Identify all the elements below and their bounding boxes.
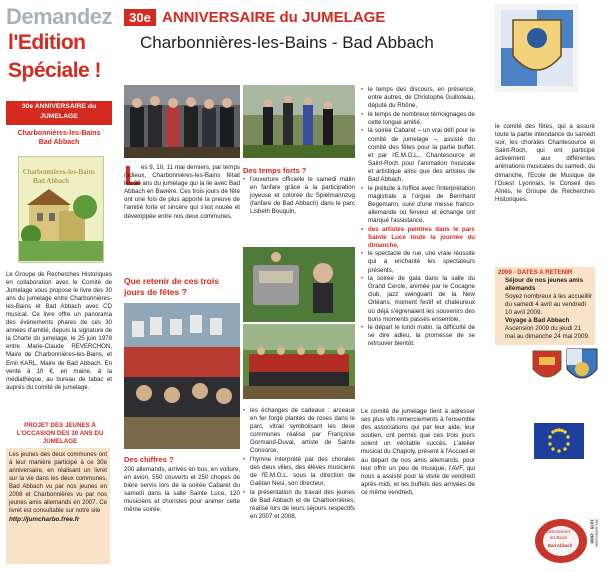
col3-bullet: • le départ le lundi matin, la difficulté de se dire adieu, la promesse de se retrouver bientôt. <box>361 324 475 348</box>
dates-item2-title: Voyage à Bad Abbach <box>505 317 570 324</box>
col2-bullet: • la présentation du travail des jeunes de Bad Abbach et de Charbonnières, réalisé lors de leurs séjours respectifs en 2007 et 2008, <box>243 489 355 521</box>
masthead-line1: Demandez <box>6 4 113 29</box>
sidebar-cities <box>6 129 112 147</box>
charbonnieres-shield-icon <box>531 349 563 385</box>
question-heading: Que retenir de ces trois jours de fêtes ? <box>124 276 219 297</box>
temps-text-block <box>243 176 355 217</box>
col3-bullet: • le temps des discours, en présence, entre autres, de Christophe Guilloteau, député du Rhône, <box>361 86 475 110</box>
booklet-title2: Bad Abbach <box>33 176 69 185</box>
col3-bullet: • la soirée Cabaret – un vrai défi pour le comité de jumelage –, assisté du comité des fêtes pour la partie buffet, et par l'E.M.O.L., Chantesource et Saint-Roch pour l'animation musicale et artistique ainsi que des artistes de Bad Abbach, <box>361 127 475 184</box>
masthead-line2: l'Edition <box>8 31 86 54</box>
sidebar-cities-line1: Charbonnières-les-Bains <box>17 130 101 137</box>
eu-flag-icon <box>534 423 584 459</box>
project-box <box>6 448 110 564</box>
photo-parade <box>124 303 240 449</box>
col3-bullets <box>361 86 475 349</box>
project-text: Les jeunes des deux communes ont à leur manière participé à ce 30e anniversaire, en réalisant un livret sur la vie dans les deux communes, Bad Abbach vu par nos jeunes en 2008 et Charbonnières vu par nos jeunes amis allemands en 2007. Ce livret est consultable sur notre site <box>9 452 107 515</box>
dates-box <box>495 267 595 345</box>
logo-text3: Bad Abbach <box>548 543 573 548</box>
col3-bullet: • le spectacle de rue, une vraie réussite qui a enchanté les spectateurs présents, <box>361 250 475 274</box>
chiffres-text: 200 allemands, arrivés en bus, en voiture, en avion, 550 couverts et 250 chopes de bière servis lors de la soirée Cabaret du samedi dans la salle Sainte Luce, 120 musiciens et choristes pour animer cette même soirée. <box>124 466 240 514</box>
project-title: PROJET DES JEUNES À L'OCCASION DES 30 ANS DU JUMELAGE <box>16 422 104 445</box>
sidebar-banner-line2: JUMELAGE <box>40 113 78 120</box>
chiffres-heading: Des chiffres ? <box>124 455 174 464</box>
project-url[interactable]: http://jumcharbo.free.fr <box>9 516 80 524</box>
photo-plaque <box>243 247 355 322</box>
col3-bullet-highlight: • des artistes peintres dans le parc Sainte Luce toute la journée du dimanche, <box>361 226 475 250</box>
col3-bullet: • le temps de nombreux témoignages de cette longue amitié, <box>361 111 475 127</box>
masthead <box>6 4 114 92</box>
col1-intro <box>124 160 240 221</box>
temps-heading: Des temps forts ? <box>243 166 307 175</box>
logo-anniv: 30e anniversaire <box>594 519 599 548</box>
photo-officials <box>124 85 240 158</box>
masthead-line3: Spéciale ! <box>8 59 102 82</box>
col2-bullet: • l'hymne interprété par des chorales des deux villes, des élèves musiciens de l'E.M.O.L. sous la direction de Gaëtan Nesi, son directeur, <box>243 456 355 488</box>
header-subtitle: Charbonnières-les-Bains - Bad Abbach <box>140 33 434 52</box>
booklet-title1: Charbonnières-les-Bains <box>23 167 96 176</box>
dates-item1-title: Séjour de nos jeunes amis allemands <box>505 277 584 292</box>
booklet-cover <box>18 156 104 263</box>
dropcap: L <box>124 160 142 191</box>
header-title: ANNIVERSAIRE du JUMELAGE <box>162 9 386 26</box>
col3-bullet: • la soirée de gala dans la salle du Grand Cercle, animée par le Cocagne club, jazz swinguant de la New Orléans, moment festif et chaleureux où déjà s'égrenaient les souvenirs des bons moments passés ensemble, <box>361 275 475 324</box>
dates-item2-text: Ascension 2009 du jeudi 21 mai au dimanche 24 mai 2009. <box>505 325 590 340</box>
photo-band <box>243 324 355 399</box>
col1-intro-text: es 9, 10, 11 mai derniers, par temps radieux, Charbonnières-les-Bains fêtait les 30 ans du jumelage qui la lie avec Bad Abbach en Bavière. Ces trois jours de fête ont une fois de plus apporté la preuve de l'amitié forte et sincère qui s'est nouée et développée entre nos deux communes. <box>124 164 240 220</box>
photo-ceremony <box>243 85 355 158</box>
logo-text2: les Bains <box>550 535 567 540</box>
temps-text: • l'ouverture officielle le samedi matin en fanfare grâce à la participation joyeuse et colorée du Spielmannzug (fanfare de Bad Abbach) dans le parc Lisbeth Bouquin, <box>243 176 355 216</box>
sidebar-intro <box>6 271 112 395</box>
col3-bullet: • le prélude à l'office avec l'interprétation magistrale à l'orgue de Bernhard Begemann, suivi d'une messe franco-allemande où ferveur et échange ont marqué l'assistance, <box>361 185 475 225</box>
col4-text: le comité des fêtes, qui a assuré toute la partie intendance du samedi soir, les chorales Chantesource et Saint-Roch, qui ont participé activement aux différentes animations musicales du samedi, du dimanche, l'Ecole de Musique de l'Ouest Lyonnais, le Conseil des Aînés, le Groupe de Recherches Historiques. <box>495 123 595 203</box>
col2-bullet: • les échanges de cadeaux : arceaux en fer forgé plantés de roses dans le parc, vitrail symbolisant les deux communes réalisé par Françoise Gormand-Duval, artiste de Sainte Consorce, <box>243 407 355 456</box>
sidebar-intro-text: Le Groupe de Recherches Historiques en collaboration avec le Comité de Jumelage vous propose le livre des 30 ans du jumelage entre Charbonnières-les-Bains et Bad Abbach avec CD musical. Ce livre offre un panorama des événements phares de ces 30 années d'amitié, depuis la signature de la Charte du jumelage, le 25 juin 1978 entre Marie-Claude REVERCHON, Maire de Charbonnières-les-Bains, et Emil KARL, Maire de Bad Abbach. En vente à 10 €, en mairie, à la médiathèque, au bureau de tabac et auprès du comité de jumelage. <box>6 271 112 391</box>
anniversary-badge: 30e <box>124 9 156 26</box>
dates-title: 2009 - DATES A RETENIR <box>498 269 573 276</box>
bad-abbach-shield-icon <box>565 347 599 387</box>
col3-closing: Le comité de jumelage tient à adresser ses plus vifs remerciements à l'ensemble des associations qui par leur aide, leur soutien, ont permis que ces trois jours soient un véritable succès. L'atelier musical du Chapoly, présent à l'Accueil et au départ de nos amis allemands, pour leur offrir un peu de musique, l'AVF, qui nous a assisté pour la visite de vendredi après-midi, et les buffets des arrivées de ce même vendredi, <box>361 408 475 496</box>
bavarian-coat-of-arms <box>495 4 579 92</box>
booklet-illustration <box>19 189 103 261</box>
jumelage-logo <box>531 513 599 565</box>
col2-bullets <box>243 407 355 522</box>
sidebar-banner <box>6 101 112 125</box>
sidebar-cities-line2: Bad Abbach <box>38 139 80 146</box>
logo-text1: Charbonnières <box>543 529 571 534</box>
logo-years: 1978 · 2008 <box>589 519 595 544</box>
sidebar-banner-line1: 30e ANNIVERSAIRE du <box>21 103 97 110</box>
dates-item1-text: Soyez nombreux à les accueillir du samedi 4 avril au vendredi 10 avril 2009. <box>505 293 593 316</box>
